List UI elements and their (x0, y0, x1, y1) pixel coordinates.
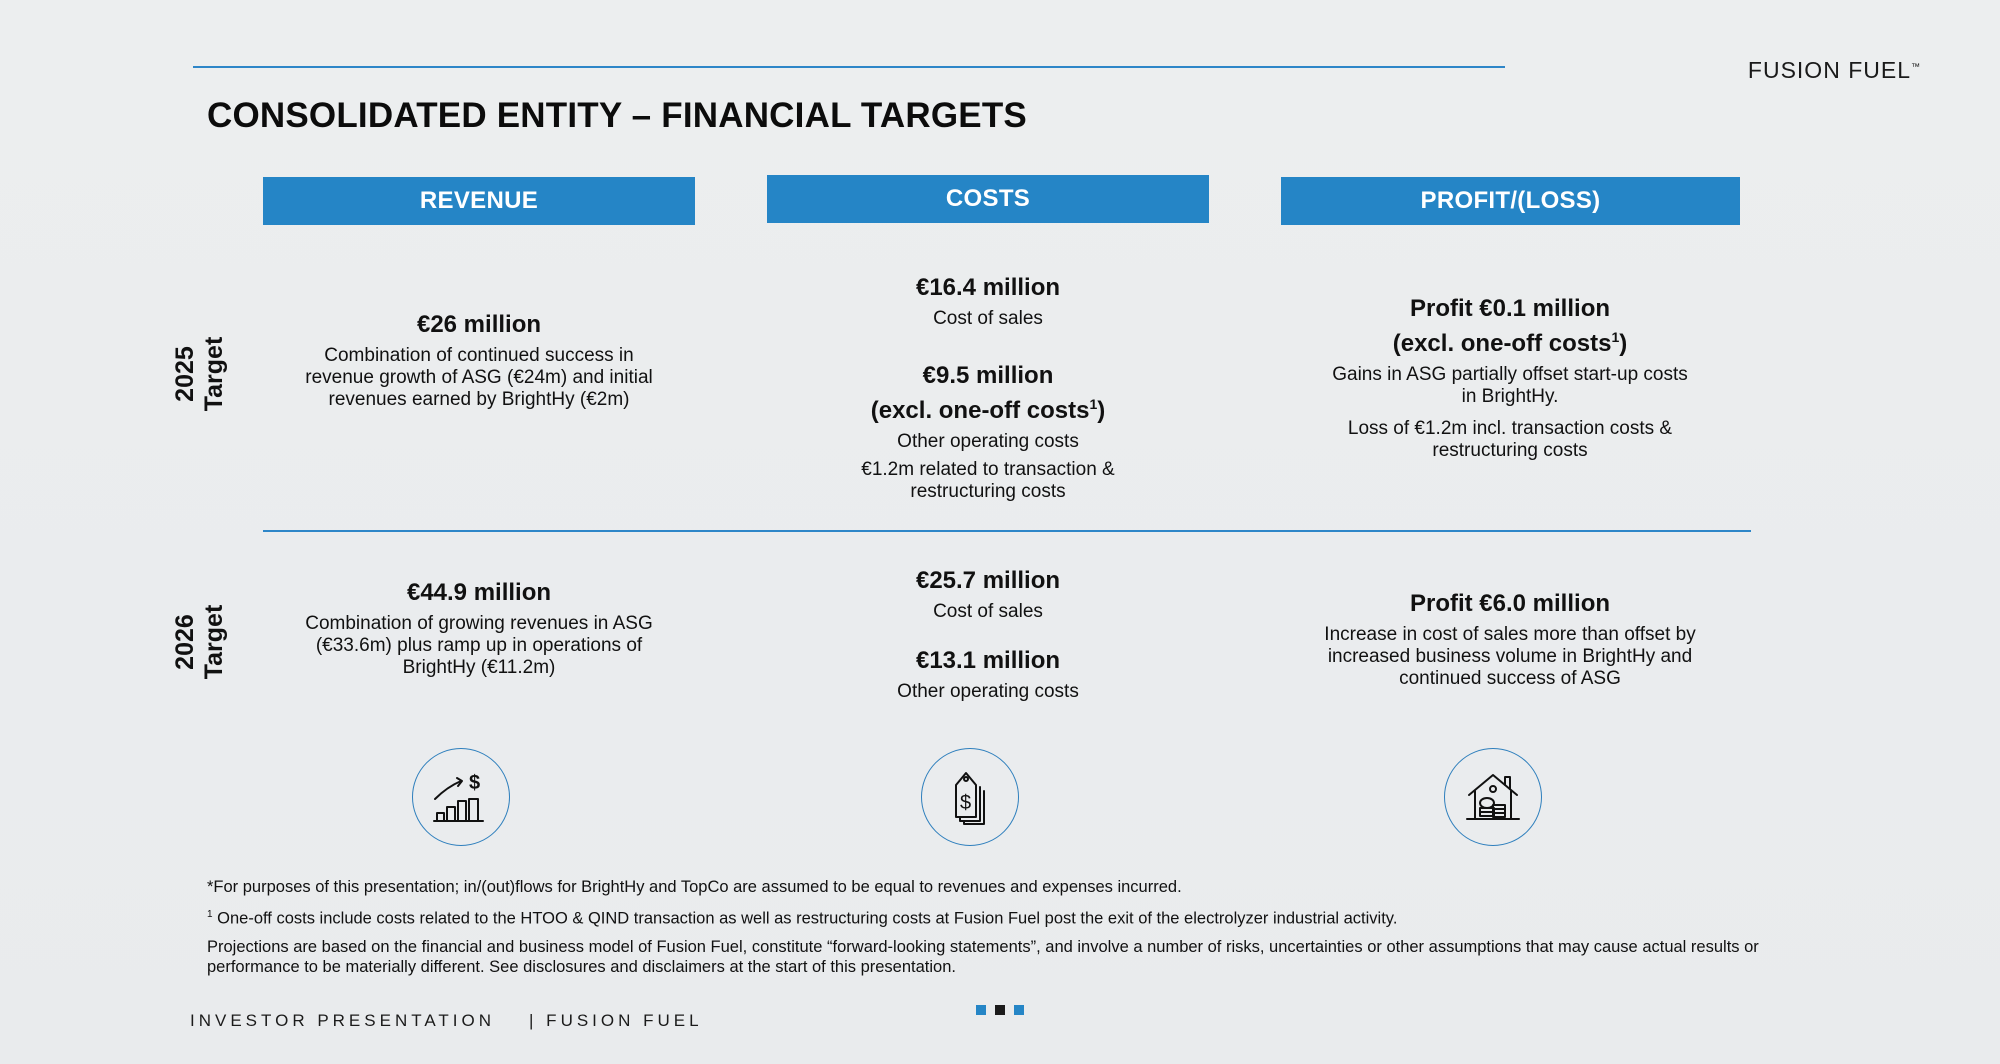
footnote-ref: 1 (1089, 396, 1098, 412)
row-year-2025: 2025 (171, 346, 199, 402)
price-tag-dollar-icon (921, 748, 1019, 846)
profit-2025-description-2: Loss of €1.2m incl. transaction costs & restructuring costs (1347, 418, 1673, 461)
column-header-revenue: REVENUE (263, 177, 695, 225)
column-header-costs: COSTS (767, 175, 1209, 223)
trademark-mark: ™ (1911, 61, 1921, 72)
slide-pager (976, 1005, 1024, 1015)
footnote-ref: 1 (1611, 329, 1620, 345)
opex-qualifier-text: (excl. one-off costs (870, 397, 1090, 424)
profit-2025-qualifier (1330, 323, 1690, 358)
revenue-2026-description: Combination of growing revenues in ASG (€33.6m) plus ramp up in operations of BrightHy (€11.2m) (305, 613, 653, 678)
logo-text: FUSION FUEL (1747, 57, 1911, 83)
footnote-star: *For purposes of this presentation; in/(out)flows for BrightHy and TopCo are assumed to be equal to revenues and expenses incurred. (207, 878, 1182, 896)
top-divider (193, 66, 1505, 68)
house-coins-icon (1444, 748, 1542, 846)
revenue-2025-amount: €26 million (416, 311, 542, 338)
pager-dot (976, 1005, 986, 1015)
revenue-2026-amount: €44.9 million (406, 579, 552, 606)
profit-qualifier-text: (excl. one-off costs (1392, 330, 1612, 357)
footer-investor-presentation: INVESTOR PRESENTATION (190, 1011, 496, 1030)
row-year-2026: 2026 (171, 614, 199, 670)
revenue-growth-icon (412, 748, 510, 846)
costs-2026-cell (838, 567, 1138, 703)
revenue-2025-cell (300, 311, 658, 411)
profit-2025-amount: Profit €0.1 million (1409, 295, 1611, 322)
costs-2026-opex-label: Other operating costs (897, 681, 1079, 702)
footnote-1-text: One-off costs include costs related to the HTOO & QIND transaction as well as restructuring costs at Fusion Fuel post the exit of the electrolyzer industrial activity. (212, 909, 1398, 928)
footer (190, 1011, 703, 1031)
row-label-2025 (165, 294, 235, 454)
profit-2026-description: Increase in cost of sales more than offset by increased business volume in BrightHy and continued success of ASG (1324, 624, 1696, 689)
row-target-2025: Target (200, 336, 228, 412)
pager-dot (1014, 1005, 1024, 1015)
costs-2025-cell (838, 274, 1138, 503)
costs-2025-transaction-note: €1.2m related to transaction & restructuring costs (861, 459, 1115, 502)
costs-2026-cost-of-sales-amount: €25.7 million (915, 567, 1061, 594)
profit-qualifier-close: ) (1619, 330, 1628, 357)
row-label-2026 (165, 562, 235, 722)
profit-2026-cell (1320, 590, 1700, 690)
costs-2025-cost-of-sales-label: Cost of sales (933, 308, 1043, 329)
footer-brand: | FUSION FUEL (529, 1011, 703, 1030)
profit-2025-description-1: Gains in ASG partially offset start-up costs in BrightHy. (1332, 364, 1688, 407)
costs-2025-cost-of-sales-amount: €16.4 million (915, 274, 1061, 301)
footnotes (207, 877, 1807, 985)
projections-disclaimer: Projections are based on the financial and business model of Fusion Fuel, constitute “forward-looking statements”, and involve a number of risks, uncertainties or other assumptions that may cause actual results or performance to be materially different. See disclosures and disclaimers at the start of this presentation. (207, 937, 1759, 976)
opex-qualifier-close: ) (1097, 397, 1106, 424)
page-title: CONSOLIDATED ENTITY – FINANCIAL TARGETS (207, 96, 1027, 135)
svg-text:$: $ (960, 792, 972, 814)
costs-2025-opex-amount: €9.5 million (922, 362, 1054, 389)
profit-2025-cell (1330, 295, 1690, 462)
profit-2026-amount: Profit €6.0 million (1409, 590, 1611, 617)
fusion-fuel-logo (1748, 57, 1921, 84)
pager-dot-active (995, 1005, 1005, 1015)
column-header-profit: PROFIT/(LOSS) (1281, 177, 1740, 225)
footnote-1-marker: 1 (207, 909, 213, 920)
costs-2026-cost-of-sales-label: Cost of sales (933, 601, 1043, 622)
costs-2026-opex-amount: €13.1 million (915, 647, 1061, 674)
revenue-2025-description: Combination of continued success in revenue growth of ASG (€24m) and initial revenues earned by BrightHy (€2m) (305, 345, 653, 410)
revenue-2026-cell (300, 579, 658, 679)
costs-2025-opex-qualifier (838, 390, 1138, 425)
row-divider (263, 530, 1751, 532)
svg-text:$: $ (469, 772, 481, 794)
costs-2025-opex-label: Other operating costs (897, 431, 1079, 452)
row-target-2026: Target (200, 604, 228, 680)
footnote-1 (207, 905, 1807, 929)
